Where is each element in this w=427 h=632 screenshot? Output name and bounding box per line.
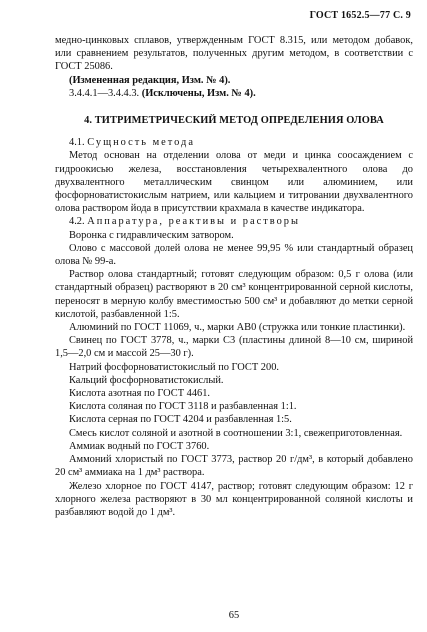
excluded-clauses-note: (Исключены, Изм. № 4). — [141, 87, 256, 99]
excluded-clauses-numbers: 3.4.4.1—3.4.4.3. — [69, 87, 142, 99]
page-header: ГОСТ 1652.5—77 С. 9 — [309, 10, 411, 21]
subsection-4-1-title: Сущность метода — [87, 137, 195, 149]
paragraph-continuation: медно-цинковых сплавов, утвержденным ГОСТ 8.315, или методом добавок, или сравнением результатов, полученных другим методом, в соответствии с ГОСТ 25086. — [55, 35, 413, 73]
excluded-clauses — [55, 87, 413, 100]
list-item: Аммиак водный по ГОСТ 3760. — [69, 440, 210, 452]
list-item: Свинец по ГОСТ 3778, ч., марки С3 (пластины длиной 8—10 см, шириной 1,5—2,0 см и массой 25—30 г). — [55, 335, 413, 360]
list-item: Смесь кислот соляной и азотной в соотношении 3:1, свежеприготовленная. — [69, 427, 403, 439]
list-item: Кислота соляная по ГОСТ 3118 и разбавленная 1:1. — [69, 401, 297, 413]
subsection-4-2-number: 4.2. — [69, 216, 85, 228]
list-item: Олово с массовой долей олова не менее 99,95 % или стандартный образец олова № 99-а. — [55, 242, 413, 268]
list-item: Кислота азотная по ГОСТ 4461. — [69, 388, 211, 400]
list-item: Натрий фосфорноватистокислый по ГОСТ 200. — [69, 361, 279, 373]
document-body — [55, 34, 413, 519]
subsection-4-2-heading — [55, 215, 413, 228]
subsection-4-1-text: Метод основан на отделении олова от меди и цинка соосаждением с гидроокисью железа, восстановления четырехвалентного олова до двухвалентного металлическим свинцом или алюминием, или фосфорноватистокислым натрием, или кальцием и титровании двухвалентного олова раствором йода в присутствии крахмала в качестве индикатора. — [55, 150, 413, 215]
subsection-4-2-title: Аппаратура, реактивы и растворы — [87, 216, 300, 228]
subsection-4-1-number: 4.1. — [69, 137, 85, 149]
list-item: Воронка с гидравлическим затвором. — [69, 229, 234, 241]
list-item: Аммоний хлористый по ГОСТ 3773, раствор 20 г/дм³, в который добавлено 20 см³ аммиака на 1 дм³ раствора. — [55, 454, 413, 479]
list-item: Железо хлорное по ГОСТ 4147, раствор; готовят следующим образом: 12 г хлорного железа растворяют в 30 мл концентрированной соляной кислоты и разбавляют водой до 1 дм³. — [55, 480, 413, 518]
page-number: 65 — [228, 610, 240, 621]
subsection-4-1-heading — [55, 136, 413, 149]
amendment-note: (Измененная редакция, Изм. № 4). — [69, 74, 231, 86]
list-item: Алюминий по ГОСТ 11069, ч., марки АВ0 (стружка или тонкие пластинки). — [69, 322, 406, 334]
list-item: Кислота серная по ГОСТ 4204 и разбавленная 1:5. — [69, 414, 292, 426]
list-item: Раствор олова стандартный; готовят следующим образом: 0,5 г олова (или стандартный образец) растворяют в 20 см³ концентрированной серной кислоты, переносят в мерную колбу вместимостью 500 см³ и добавляют до метки серной кислотой, разбавленной 1:5. — [55, 269, 413, 320]
section-title: 4. ТИТРИМЕТРИЧЕСКИЙ МЕТОД ОПРЕДЕЛЕНИЯ ОЛОВА — [84, 115, 384, 127]
list-item: Кальций фосфорноватистокислый. — [69, 374, 224, 386]
